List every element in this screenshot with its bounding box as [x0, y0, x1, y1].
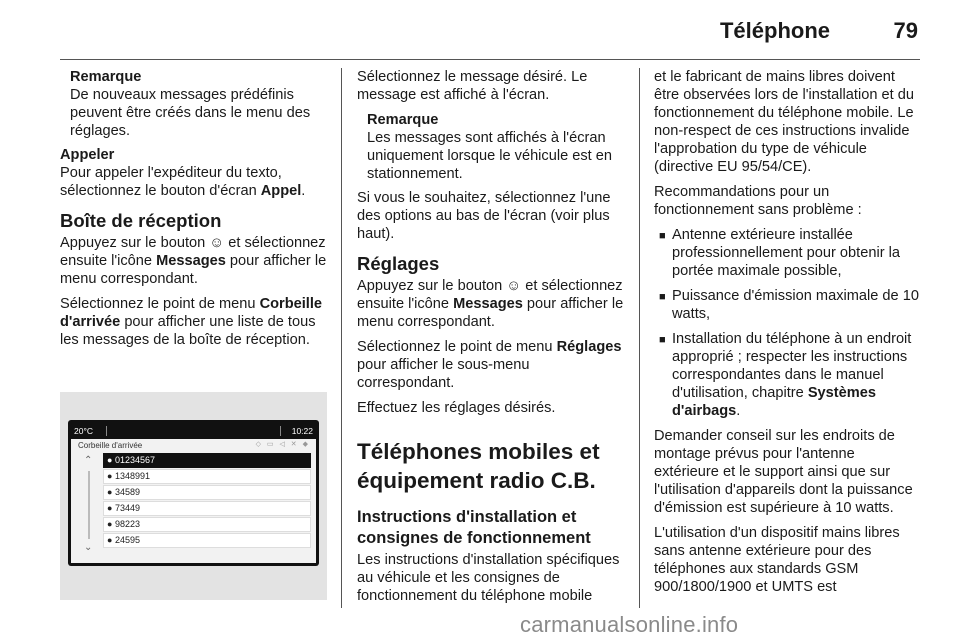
call-end: .: [301, 183, 306, 199]
text-run: Sélectionnez le point de menu: [60, 296, 260, 312]
column-3: [654, 68, 922, 603]
bullet-end: .: [736, 403, 741, 419]
bullet-square-icon: ■: [659, 291, 666, 303]
text-run: pour afficher le menu correspondant.: [60, 253, 327, 287]
envelope-icon: ●: [107, 455, 113, 465]
inbox-paragraph-1: [60, 234, 328, 288]
call-text: Pour appeler l'expéditeur du texto, sélectionnez le bouton d'écran: [60, 165, 282, 199]
clock: 10:22: [291, 426, 313, 436]
scrollbar: [83, 455, 97, 553]
settings-paragraph-3: Effectuez les réglages désirés.: [357, 400, 556, 416]
column-1: [60, 68, 328, 356]
text-run: et sélectionnez ensuite l'icône: [60, 235, 326, 269]
text-run: pour afficher le menu correspondant.: [357, 296, 624, 330]
recommendations-list: [654, 226, 922, 420]
settings-paragraph-1: [357, 277, 627, 331]
envelope-icon: ●: [107, 535, 113, 545]
messages-ref: Messages: [156, 253, 226, 269]
envelope-icon: ●: [107, 471, 113, 481]
list-item: [103, 453, 311, 468]
column-2: [357, 68, 627, 612]
section-heading: Téléphones mobiles et équipement radio C.B.: [357, 439, 600, 493]
text-run: pour afficher une liste de tous les messages de la boîte de réception.: [60, 314, 316, 348]
note-text: De nouveaux messages prédéfinis peuvent être créés dans le menu des réglages.: [70, 87, 311, 139]
text-run: Sélectionnez le point de menu: [357, 339, 557, 355]
bullet-text: Puissance d'émission maximale de 10 watts,: [672, 288, 919, 322]
inbox-paragraph-2: [60, 295, 328, 349]
call-label: Appeler: [60, 147, 115, 163]
status-divider: [106, 426, 107, 436]
instructions-paragraph: Les instructions d'installation spécifiques au véhicule et les consignes de fonctionnement du téléphone mobile: [357, 552, 620, 604]
header-divider: [60, 59, 920, 60]
list-item: [103, 517, 311, 532]
list-item-label: 1348991: [114, 471, 150, 481]
inbox-heading: Boîte de réception: [60, 210, 222, 231]
display-frame: [68, 420, 319, 566]
page-number: 79: [893, 18, 918, 43]
list-item-label: 24595: [114, 535, 140, 545]
inbox-menu-ref: Corbeille d'arrivée: [60, 296, 323, 330]
list-item-label: 98223: [114, 519, 140, 529]
message-list: [103, 453, 311, 549]
list-item: [654, 226, 922, 280]
screen-body: [71, 439, 316, 563]
options-paragraph: Si vous le souhaitez, sélectionnez l'une des options au bas de l'écran (voir plus haut).: [357, 190, 611, 242]
screen-title: Corbeille d'arrivée: [78, 441, 143, 450]
scroll-track: [88, 471, 90, 539]
list-item: [103, 533, 311, 548]
note-title: Remarque: [367, 112, 439, 128]
airbag-chapter-ref: Systèmes d'airbags: [672, 385, 876, 419]
phone-icon: ☺: [209, 235, 225, 251]
temperature: 20°C: [74, 426, 93, 436]
settings-menu-ref: Réglages: [556, 339, 622, 355]
list-item: [654, 330, 922, 420]
messages-ref: Messages: [453, 296, 523, 312]
status-divider: [280, 426, 281, 436]
chevron-up-icon: ⌃: [84, 455, 93, 466]
handsfree-paragraph: L'utilisation d'un dispositif mains libres sans antenne extérieure pour des téléphones aux standards GSM 900/1800/1900 et UMTS est: [654, 525, 900, 595]
note-box: [60, 68, 328, 140]
bullet-square-icon: ■: [659, 230, 666, 242]
bullet-square-icon: ■: [659, 334, 666, 346]
call-button-ref: Appel: [260, 183, 302, 199]
list-item: [103, 485, 311, 500]
column-divider-2: [639, 68, 640, 608]
envelope-icon: ●: [107, 487, 113, 497]
envelope-icon: ●: [107, 503, 113, 513]
text-run: Appuyez sur le bouton: [60, 235, 210, 251]
advice-paragraph: Demander conseil sur les endroits de montage prévus pour l'antenne extérieure et le support ainsi que sur l'utilisation d'appareils dont la puissance d'émission est supérieure à 10 watts.: [654, 428, 913, 516]
subsection-heading: Instructions d'installation et consignes de fonctionnement: [357, 508, 591, 547]
watermark: carmanualsonline.info: [520, 612, 739, 637]
phone-icon: ☺: [506, 278, 522, 294]
envelope-icon: ●: [107, 519, 113, 529]
recommendations-paragraph: Recommandations pour un fonctionnement sans problème :: [654, 184, 862, 218]
list-item-label: 73449: [114, 503, 140, 513]
text-run: pour afficher le sous-menu correspondant.: [357, 357, 530, 391]
list-item-label: 01234567: [114, 455, 155, 465]
bullet-text: Installation du téléphone à un endroit approprié ; respecter les instructions correspondantes dans le manuel d'utilisation, chapitre: [672, 331, 912, 401]
column-divider-1: [341, 68, 342, 608]
settings-paragraph-2: [357, 338, 627, 392]
list-item: [103, 501, 311, 516]
status-icons: ◇ ▭ ◁ ✕ ◆: [255, 441, 310, 448]
list-item: [654, 287, 922, 323]
text-run: et sélectionnez ensuite l'icône: [357, 278, 623, 312]
note-title: Remarque: [70, 69, 142, 85]
status-bar: [74, 424, 313, 438]
list-item-label: 34589: [114, 487, 140, 497]
list-item: [103, 469, 311, 484]
select-message-paragraph: Sélectionnez le message désiré. Le message est affiché à l'écran.: [357, 69, 588, 103]
text-run: Appuyez sur le bouton: [357, 278, 507, 294]
call-paragraph: [60, 146, 328, 200]
note-box: [357, 111, 627, 183]
chevron-down-icon: ⌄: [84, 542, 93, 553]
manufacturer-paragraph: et le fabricant de mains libres doivent être observées lors de l'installation et du fonctionnement du téléphone mobile. Le non-respect de ces instructions invalide l'approbation du type de véhicule (directive EU 95/54/CE).: [654, 69, 914, 175]
page-title: Téléphone: [719, 18, 830, 43]
settings-heading: Réglages: [357, 253, 440, 274]
note-text: Les messages sont affichés à l'écran uniquement lorsque le véhicule est en stationnement.: [367, 130, 613, 182]
bullet-text: Antenne extérieure installée professionnellement pour obtenir la portée maximale possible,: [672, 227, 900, 279]
inbox-screen-image: [60, 392, 327, 600]
